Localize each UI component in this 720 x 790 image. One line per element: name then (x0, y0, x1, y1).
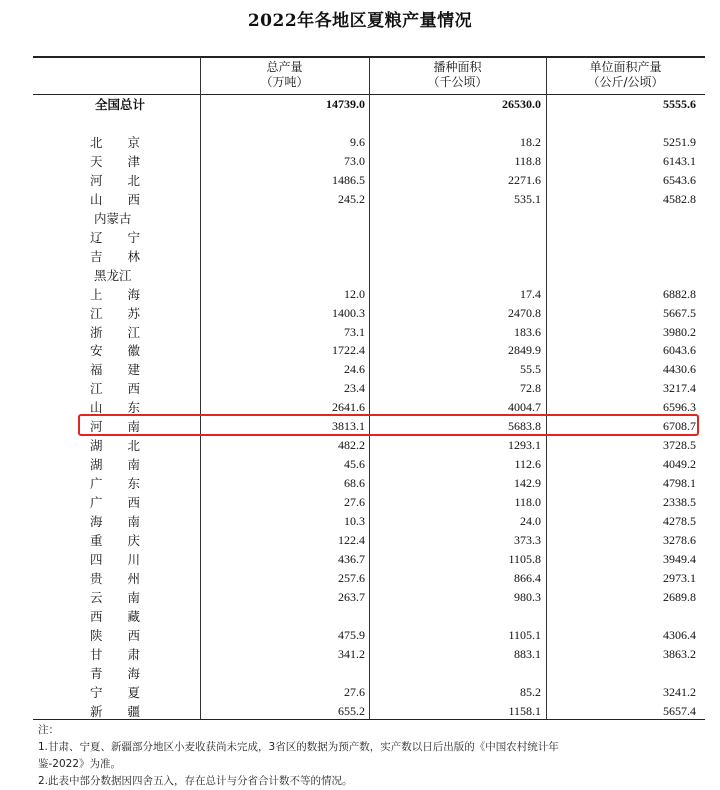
note-line: 2.此表中部分数据因四舍五入，存在总计与分省合计数不等的情况。 (38, 775, 353, 787)
region-output: 45.6 (344, 457, 365, 472)
table-notes (38, 722, 688, 790)
header-unit: （公斤/公顷） (587, 75, 664, 89)
region-name: 青 海 (90, 665, 141, 681)
table-row (33, 664, 705, 683)
region-area: 1293.1 (508, 438, 541, 453)
region-output: 436.7 (338, 551, 365, 566)
total-output: 14739.0 (326, 97, 365, 111)
region-area: 24.0 (520, 514, 541, 528)
region-output: 263.7 (338, 589, 365, 604)
region-name: 广 东 (90, 476, 141, 492)
table-row (33, 304, 705, 323)
region-output: 27.6 (344, 684, 365, 699)
region-yield: 4278.5 (663, 514, 696, 528)
region-yield: 4049.2 (663, 457, 696, 472)
note-line: 鉴-2022》为准。 (38, 758, 122, 770)
table-row (33, 152, 705, 171)
region-yield: 2973.1 (663, 570, 696, 585)
region-output: 73.1 (344, 324, 365, 339)
table-row (33, 550, 705, 569)
table-row (33, 474, 705, 493)
region-yield: 4306.4 (663, 627, 696, 642)
region-name: 福 建 (90, 362, 141, 378)
table-row (33, 341, 705, 360)
region-name: 江 西 (90, 381, 141, 397)
region-area: 183.6 (514, 324, 541, 339)
note-line: 1.甘肃、宁夏、新疆部分地区小麦收获尚未完成，3省区的数据为预产数，实产数以日后出版的《中国农村统计年 (38, 741, 559, 753)
region-yield: 5667.5 (663, 305, 696, 320)
region-area: 373.3 (514, 532, 541, 547)
region-output: 1486.5 (332, 172, 365, 187)
header-sown-area (369, 60, 546, 92)
region-name: 宁 夏 (90, 684, 141, 700)
region-yield: 5251.9 (663, 135, 696, 149)
region-name: 广 西 (90, 495, 141, 511)
region-area: 4004.7 (508, 400, 541, 415)
region-output: 245.2 (338, 191, 365, 206)
region-name: 湖 南 (90, 457, 141, 473)
region-yield: 6543.6 (663, 172, 696, 187)
region-yield: 6043.6 (663, 343, 696, 358)
region-yield: 4430.6 (663, 362, 696, 377)
region-yield: 5657.4 (663, 703, 696, 718)
region-name: 贵 州 (90, 570, 141, 586)
region-name: 黑龙江 (90, 267, 132, 283)
region-output: 24.6 (344, 362, 365, 377)
region-output: 122.4 (338, 532, 365, 547)
region-yield: 6882.8 (663, 286, 696, 301)
region-output: 341.2 (338, 646, 365, 661)
region-yield: 3728.5 (663, 438, 696, 453)
region-output: 1722.4 (332, 343, 365, 358)
table-row (33, 360, 705, 379)
table-row (33, 683, 705, 702)
total-area: 26530.0 (502, 97, 541, 111)
region-area: 112.6 (514, 457, 541, 472)
table-row (33, 133, 705, 152)
region-name: 吉 林 (90, 248, 141, 264)
region-output: 482.2 (338, 438, 365, 453)
region-yield: 3217.4 (663, 381, 696, 396)
header-label: 总产量 (266, 60, 303, 74)
region-name: 山 东 (90, 400, 141, 416)
header-label: 播种面积 (433, 60, 482, 74)
region-yield: 3863.2 (663, 646, 696, 661)
region-name: 云 南 (90, 589, 141, 605)
region-output: 1400.3 (332, 305, 365, 320)
header-yield (546, 60, 705, 92)
region-output: 9.6 (350, 135, 365, 149)
region-output: 3813.1 (332, 419, 365, 434)
table-row (33, 171, 705, 190)
region-area: 118.8 (514, 153, 541, 168)
region-name: 湖 北 (90, 438, 141, 454)
region-name: 甘 肃 (90, 646, 141, 662)
region-name: 江 苏 (90, 305, 141, 321)
table-row (33, 379, 705, 398)
table-row (33, 493, 705, 512)
region-yield: 2338.5 (663, 495, 696, 510)
note-line: 注： (38, 724, 59, 736)
header-label: 单位面积产量 (589, 60, 662, 74)
region-yield: 4582.8 (663, 191, 696, 206)
region-output: 655.2 (338, 703, 365, 718)
region-area: 85.2 (520, 684, 541, 699)
table-row (33, 702, 705, 721)
region-area: 118.0 (514, 495, 541, 510)
region-name: 陕 西 (90, 627, 141, 643)
region-name: 四 川 (90, 551, 141, 567)
region-area: 866.4 (514, 570, 541, 585)
region-output: 257.6 (338, 570, 365, 585)
table-row (33, 645, 705, 664)
region-output: 12.0 (344, 286, 365, 301)
region-output: 23.4 (344, 381, 365, 396)
table-row (33, 607, 705, 626)
region-name: 浙 江 (90, 324, 141, 340)
region-yield: 2689.8 (663, 589, 696, 604)
region-area: 883.1 (514, 646, 541, 661)
region-area: 1158.1 (508, 703, 541, 718)
region-area: 2470.8 (508, 305, 541, 320)
table-row (33, 209, 705, 228)
region-name: 西 藏 (90, 608, 141, 624)
region-area: 142.9 (514, 476, 541, 491)
table-row (33, 531, 705, 550)
region-area: 2271.6 (508, 172, 541, 187)
region-name: 山 西 (90, 191, 141, 207)
region-output: 2641.6 (332, 400, 365, 415)
region-output: 27.6 (344, 495, 365, 510)
region-area: 72.8 (520, 381, 541, 396)
region-name: 海 南 (90, 514, 141, 529)
region-name: 上 海 (90, 286, 141, 302)
header-unit: （千公顷） (427, 75, 488, 89)
region-area: 2849.9 (508, 343, 541, 358)
region-area: 980.3 (514, 589, 541, 604)
region-yield: 4798.1 (663, 476, 696, 491)
region-output: 10.3 (344, 514, 365, 528)
table-row (33, 588, 705, 607)
region-area: 1105.1 (508, 627, 541, 642)
table-row (33, 436, 705, 455)
table-row (33, 228, 705, 247)
region-name: 新 疆 (90, 703, 141, 719)
region-name: 内蒙古 (90, 210, 132, 226)
highlight-box (78, 414, 699, 436)
header-total-output (200, 60, 369, 92)
region-name: 天 津 (90, 153, 141, 169)
region-yield: 3949.4 (663, 551, 696, 566)
table-row (33, 266, 705, 285)
header-unit: （万吨） (260, 75, 309, 89)
region-yield: 3980.2 (663, 324, 696, 339)
table-row (33, 626, 705, 645)
table-row (33, 190, 705, 209)
table-row (33, 285, 705, 304)
total-yield: 5555.6 (663, 97, 696, 111)
region-output: 73.0 (344, 153, 365, 168)
table-row (33, 247, 705, 266)
region-yield: 6708.7 (663, 419, 696, 434)
region-name: 安 徽 (90, 343, 141, 359)
region-yield: 6143.1 (663, 153, 696, 168)
region-name: 河 南 (90, 419, 141, 435)
region-name: 重 庆 (90, 532, 141, 548)
region-yield: 3241.2 (663, 684, 696, 699)
region-area: 18.2 (520, 135, 541, 149)
region-name: 河 北 (90, 172, 141, 188)
total-row (33, 95, 705, 114)
region-area: 1105.8 (508, 551, 541, 566)
table-row (33, 512, 705, 531)
region-name: 辽 宁 (90, 229, 141, 245)
region-yield: 6596.3 (663, 400, 696, 415)
region-output: 475.9 (338, 627, 365, 642)
table-title: 2022年各地区夏粮产量情况 (247, 11, 473, 31)
table-row (33, 455, 705, 474)
region-name: 北 京 (90, 135, 141, 150)
region-yield: 3278.6 (663, 532, 696, 547)
table-row (33, 569, 705, 588)
table-row (33, 323, 705, 342)
region-output: 68.6 (344, 476, 365, 491)
region-area: 55.5 (520, 362, 541, 377)
total-label: 全国总计 (95, 97, 146, 112)
region-area: 535.1 (514, 191, 541, 206)
region-area: 5683.8 (508, 419, 541, 434)
region-area: 17.4 (520, 286, 541, 301)
